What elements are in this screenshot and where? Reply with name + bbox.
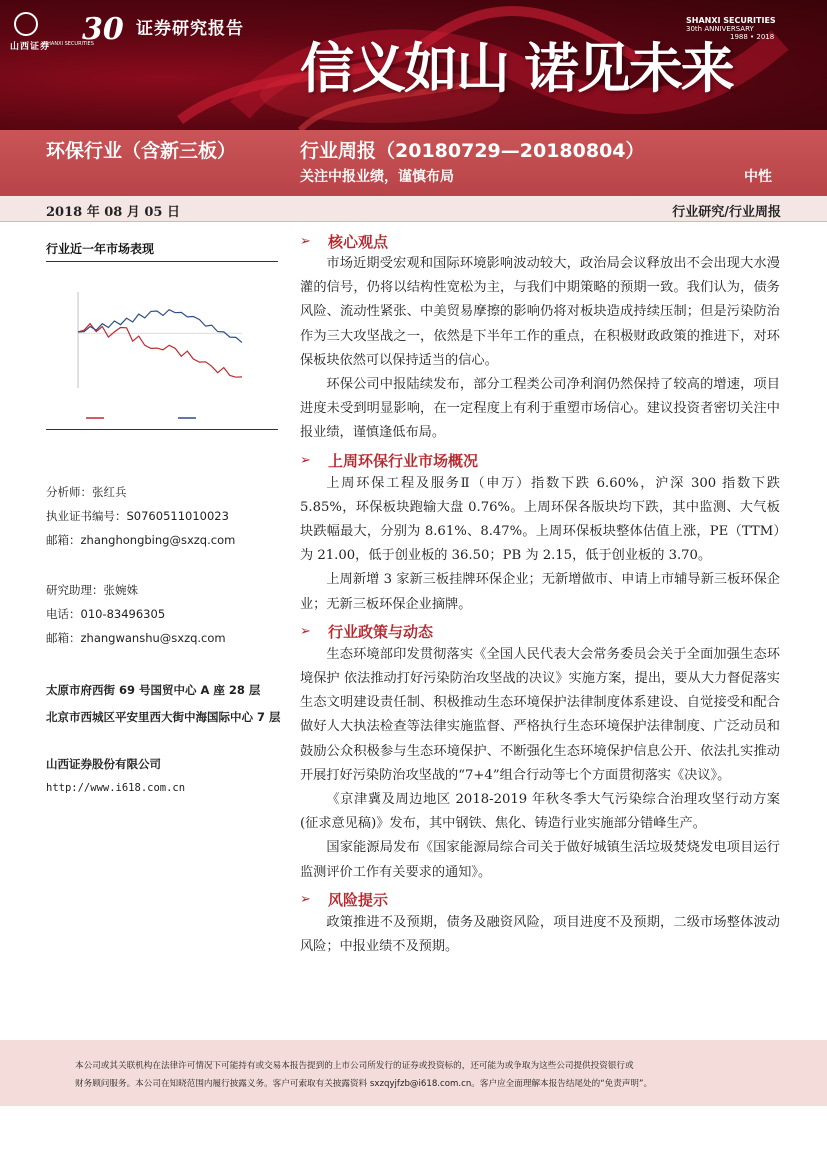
- anniversary-badge: [686, 16, 796, 41]
- industry-title: 环保行业（含新三板）: [46, 140, 237, 162]
- header-banner: [0, 0, 827, 130]
- report-title: 行业周报（20180729—20180804）: [300, 140, 645, 162]
- report-date: 2018 年 08 月 05 日: [46, 205, 180, 220]
- bullet-arrow-icon: ➢: [300, 892, 311, 908]
- logo-english-name: SHANXI SECURITIES: [44, 41, 94, 47]
- assistant-row: [46, 582, 286, 598]
- logo-30-anniversary-mark: 30: [82, 12, 124, 47]
- disclaimer-line-1: 本公司或其关联机构在法律许可情况下可能持有或交易本报告提到的上市公司所发行的证券或投资标的，还可能为或争取为这些公司提供投资银行或: [75, 1061, 634, 1071]
- company-name: 山西证券股份有限公司: [46, 757, 161, 771]
- analyst-row: [46, 484, 286, 500]
- address-1: 太原市府西街 69 号国贸中心 A 座 28 层: [46, 683, 261, 697]
- license-row: [46, 508, 286, 524]
- report-type-label: 证券研究报告: [136, 19, 244, 39]
- rating-badge: 中性: [744, 169, 772, 185]
- anniversary-line-1: SHANXI SECURITIES: [686, 16, 776, 25]
- address-2: 北京市西城区平安里西大街中海国际中心 7 层: [46, 710, 281, 724]
- email-row-1: [46, 532, 286, 548]
- assistant-name: 张婉姝: [103, 583, 138, 597]
- date-bar: [0, 196, 827, 222]
- assistant-email[interactable]: zhangwanshu@sxzq.com: [80, 631, 226, 645]
- report-category: 行业研究/行业周报: [672, 205, 781, 220]
- analyst-name: 张红兵: [92, 485, 127, 499]
- main-content: [300, 226, 780, 959]
- section-paragraph: 市场近期受宏观和国际环境影响波动较大，政治局会议释放出不会出现大水漫灌的信号，仍将以结构性宽松为主，与我们中期策略的预期一致。我们认为，债务风险、流动性紧张、中美贸易摩擦的影响仍将对板块造成持续压制；但是污染防治作为三大攻坚战之一，依然是下半年工作的重点，在积极财政政策的推进下，对环保板块依然可以保持适当的信心。: [300, 256, 780, 368]
- section-title: 核心观点: [328, 232, 389, 251]
- logo-emblem-icon: [14, 12, 38, 36]
- analyst-label: 分析师：: [46, 485, 92, 499]
- logo-chinese-name: 山西证券: [10, 42, 51, 52]
- email-row-2: [46, 630, 286, 646]
- disclaimer-line-2: 财务顾问服务。本公司在知晓范围内履行披露义务。客户可索取有关披露资料 sxzqyjfzb@i618.com.cn。客户应全面理解本报告结尾处的“免责声明”。: [75, 1079, 653, 1089]
- chart-title: 行业近一年市场表现: [46, 240, 278, 262]
- phone-label: 电话：: [46, 607, 81, 621]
- anniversary-line-2: 30th ANNIVERSARY: [686, 25, 754, 33]
- section-paragraph: 上周环保工程及服务Ⅱ（申万）指数下跌 6.60%，沪深 300 指数下跌5.85%，环保板块跑输大盘 0.76%。上周环保各版块均下跌，其中监测、大气板块跌幅最大，分别为 8.61%、8.47%。上周环保板块整体估值上涨，PE（TTM）为 21.00，低于创业板的 36.50；PB 为 2.15，低于创业板的 3.70。: [300, 475, 780, 564]
- section-heading: [300, 889, 780, 911]
- license-label: 执业证书编号：: [46, 509, 127, 523]
- phone-row: [46, 606, 286, 622]
- phone-number: 010-83496305: [80, 607, 166, 621]
- sidebar: [46, 240, 278, 430]
- assistant-label: 研究助理：: [46, 583, 104, 597]
- report-subtitle: 关注中报业绩，谨慎布局: [300, 169, 454, 185]
- section-paragraph: 生态环境部印发贯彻落实《全国人民代表大会常务委员会关于全面加强生态环境保护 依法推动打好污染防治攻坚战的决议》实施方案，提出，要从大力督促落实生态文明建设责任制、积极推动生态环境保护法律制度体系建设、自觉接受和配合做好人大执法检查等法律实施监督、严格执行生态环境保护法律制度、广泛动员和鼓励公众积极参与生态环境保护、不断强化生态环境保护信息公开、依法扎实推动开展打好污染防治攻坚战的“7+4”组合行动等七个方面贯彻落实《决议》。: [300, 646, 780, 783]
- anniversary-line-3: 1988 • 2018: [730, 33, 775, 41]
- analyst-email[interactable]: zhanghongbing@sxzq.com: [80, 533, 236, 547]
- company-website-link[interactable]: http://www.i618.com.cn: [46, 782, 186, 794]
- chart-svg: [46, 270, 278, 430]
- section-title: 上周环保行业市场概况: [328, 452, 479, 471]
- email-label-2: 邮箱：: [46, 631, 81, 645]
- section-title: 风险提示: [328, 891, 389, 910]
- section-paragraph: 上周新增 3 家新三板挂牌环保企业；无新增做市、申请上市辅导新三板环保企业；无新三板环保企业摘牌。: [300, 572, 780, 612]
- section-heading: [300, 450, 780, 472]
- disclaimer-text: [75, 1057, 765, 1093]
- disclaimer-footer: [0, 1040, 827, 1106]
- section-paragraph: 政策推进不及预期，债务及融资风险，项目进度不及预期，二级市场整体波动风险；中报业绩不及预期。: [300, 914, 780, 955]
- company-logo: [8, 10, 128, 52]
- bullet-arrow-icon: ➢: [300, 453, 311, 469]
- email-label-1: 邮箱：: [46, 533, 81, 547]
- section-heading: [300, 230, 780, 252]
- bullet-arrow-icon: ➢: [300, 624, 311, 640]
- section-paragraph: 国家能源局发布《国家能源局综合司关于做好城镇生活垃圾焚烧发电项目运行监测评价工作有关要求的通知》。: [300, 840, 780, 880]
- section-paragraph: 环保公司中报陆续发布，部分工程类公司净利润仍然保持了较高的增速，项目进度未受到明显影响，在一定程度上有利于重塑市场信心。建议投资者密切关注中报业绩，谨慎逢低布局。: [300, 377, 780, 441]
- section-heading: [300, 621, 780, 643]
- bullet-arrow-icon: ➢: [300, 233, 311, 249]
- section-paragraph: 《京津冀及周边地区 2018-2019 年秋冬季大气污染综合治理攻坚行动方案(征求意见稿)》发布，其中钢铁、焦化、铸造行业实施部分错峰生产。: [300, 792, 780, 832]
- title-band: [0, 130, 827, 196]
- market-performance-chart: [46, 270, 278, 430]
- section-title: 行业政策与动态: [328, 623, 434, 642]
- banner-slogan: 信义如山 诺见未来: [300, 36, 733, 100]
- license-number: S0760511010023: [126, 509, 229, 523]
